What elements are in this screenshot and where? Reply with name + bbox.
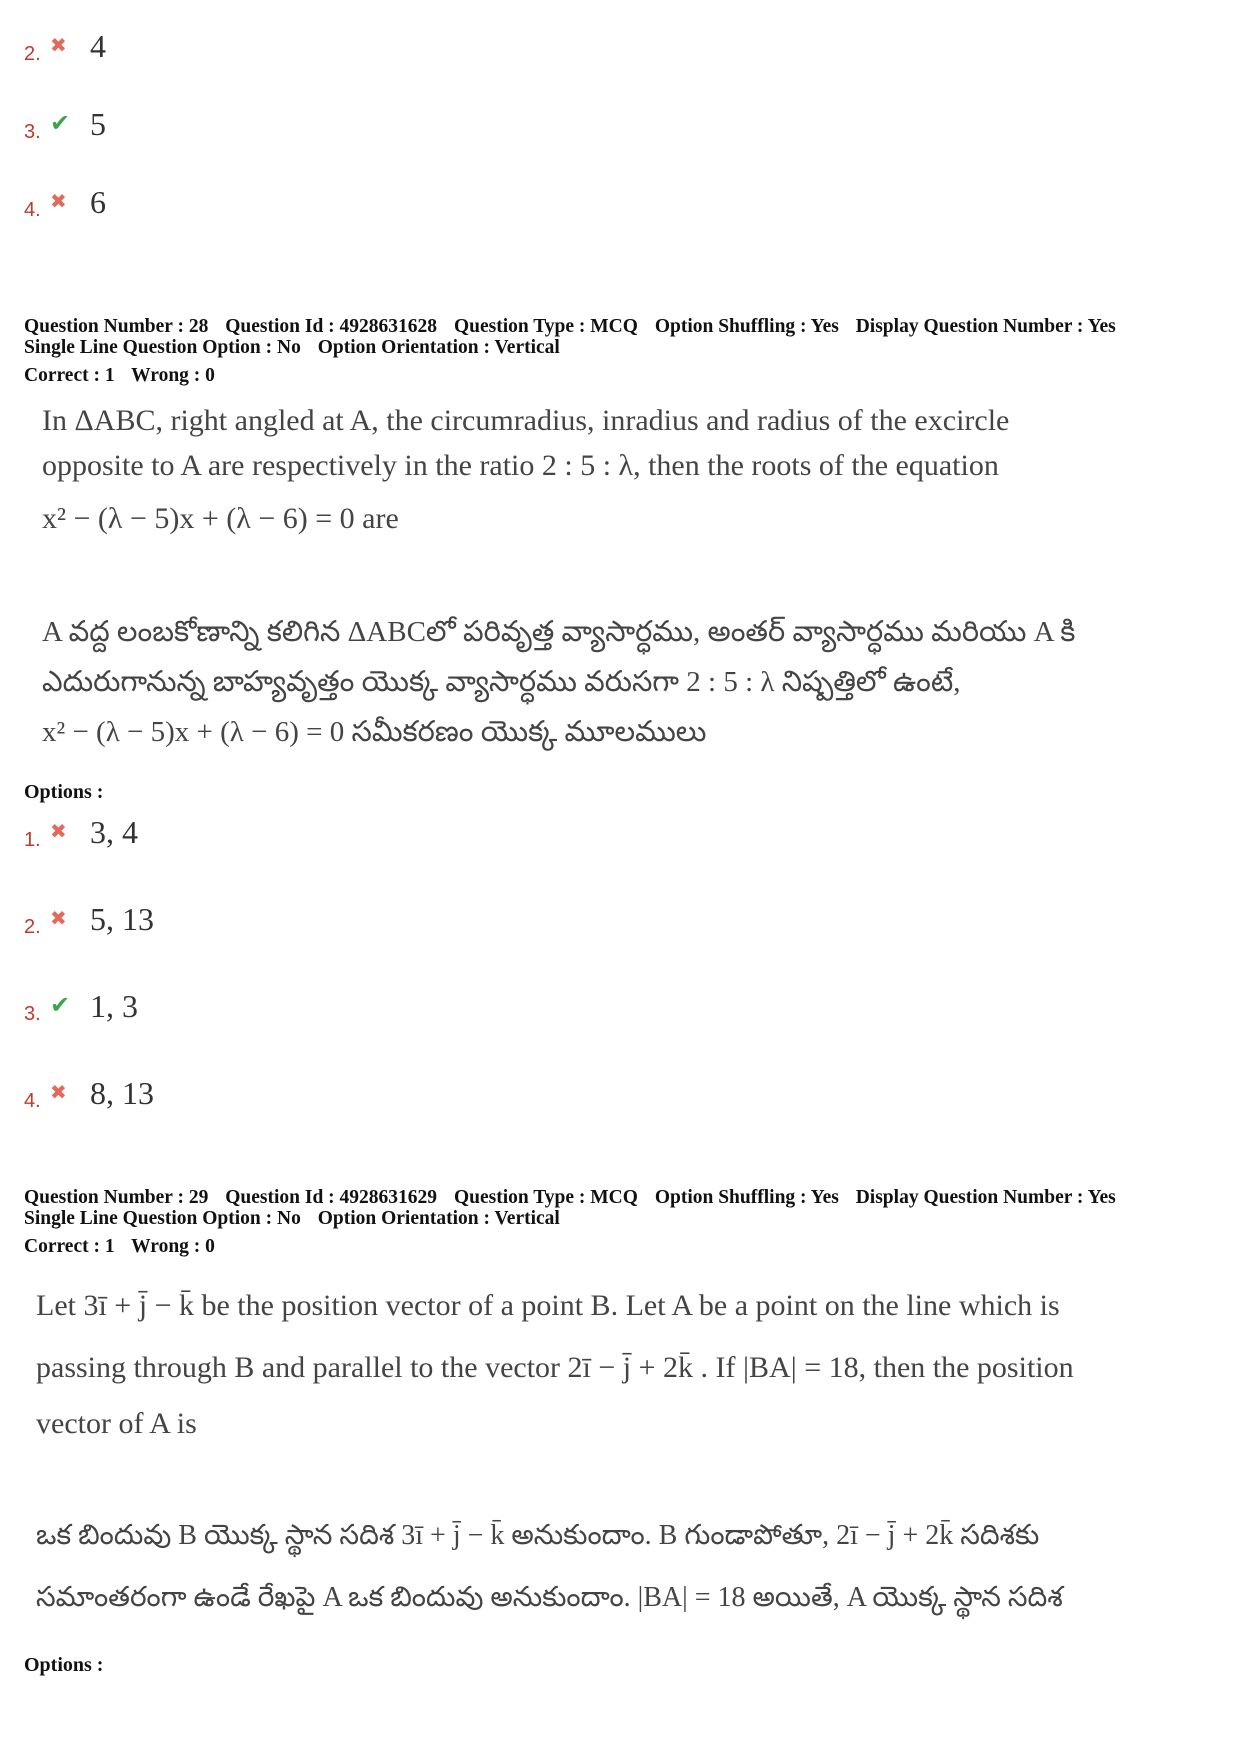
option-text: 5 (90, 105, 106, 142)
text-line: vector of A is (36, 1407, 197, 1440)
question-type: Question Type : MCQ (453, 1187, 638, 1208)
cross-icon: ✖ (50, 191, 67, 213)
display-question-number: Display Question Number : Yes (855, 1187, 1116, 1208)
text-line: ఒక బిందువు B యొక్క స్థాన సదిశ 3ī + j̄ − k̄ అనుకుందాం. B గుండాపోతూ, 2ī − j̄ + 2k̄ సదిశకు (36, 1520, 1040, 1551)
option-text: 5, 13 (90, 900, 154, 937)
cross-icon: ✖ (50, 908, 67, 930)
correct-marks: Correct : 1 (24, 1236, 115, 1257)
q28-option-3 (24, 984, 138, 1028)
option-text: 8, 13 (90, 1074, 154, 1111)
question-number: Question Number : 28 (24, 316, 209, 337)
q29-score (24, 1236, 227, 1257)
text-line: Let 3ī + j̄ − k̄ be the position vector of a point B. Let A be a point on the line which is (36, 1289, 1060, 1322)
cross-icon: ✖ (50, 35, 67, 57)
cross-icon: ✖ (50, 821, 67, 843)
text-line: ఎదురుగానున్న బాహ్యవృత్తం యొక్క వ్యాసార్ధము వరుసగా 2 : 5 : λ నిష్పత్తిలో ఉంటే, (42, 666, 961, 698)
option-text: 1, 3 (90, 987, 138, 1024)
q28-option-1 (24, 810, 138, 854)
option-orientation: Option Orientation : Vertical (317, 337, 560, 358)
text-line: In ΔABC, right angled at A, the circumradius, inradius and radius of the excircle (42, 404, 1010, 437)
option-number: 4. (24, 1089, 41, 1112)
option-number: 3. (24, 1002, 41, 1025)
single-line-option: Single Line Question Option : No (24, 337, 301, 358)
q28-english-text (42, 398, 1009, 541)
question-type: Question Type : MCQ (453, 316, 638, 337)
q29-options-label: Options : (24, 1654, 104, 1676)
text-line: x² − (λ − 5)x + (λ − 6) = 0 సమీకరణం యొక్క మూలములు (42, 716, 707, 748)
option-number: 4. (24, 198, 41, 221)
text-line: x² − (λ − 5)x + (λ − 6) = 0 are (42, 502, 399, 535)
option-text: 3, 4 (90, 813, 138, 850)
q28-options-label: Options : (24, 781, 104, 803)
question-id: Question Id : 4928631628 (225, 316, 438, 337)
cross-icon: ✖ (50, 1082, 67, 1104)
question-number: Question Number : 29 (24, 1187, 209, 1208)
q28-option-4 (24, 1071, 154, 1115)
prev-option-4 (24, 180, 106, 224)
option-shuffling: Option Shuffling : Yes (654, 316, 839, 337)
text-line: A వద్ద లంబకోణాన్ని కలిగిన ΔABCలో పరివృత్త వ్యాసార్ధము, అంతర్ వ్యాసార్ధము మరియు A కి (42, 616, 1076, 648)
q28-meta-line-2 (24, 337, 572, 358)
q29-meta-line-1 (24, 1187, 1128, 1208)
q29-meta-line-2 (24, 1208, 572, 1229)
option-number: 1. (24, 828, 41, 851)
question-id: Question Id : 4928631629 (225, 1187, 438, 1208)
prev-option-2 (24, 24, 106, 68)
text-line: passing through B and parallel to the vector 2ī − j̄ + 2k̄ . If |BA| = 18, then the position (36, 1351, 1074, 1384)
text-line: సమాంతరంగా ఉండే రేఖపై A ఒక బిందువు అనుకుందాం. |BA| = 18 అయితే, A యొక్క స్థాన సదిశ (36, 1582, 1063, 1613)
check-icon: ✔ (50, 993, 71, 1019)
q28-meta-line-1 (24, 316, 1128, 337)
q29-telugu-text (36, 1505, 1063, 1629)
option-number: 2. (24, 915, 41, 938)
option-shuffling: Option Shuffling : Yes (654, 1187, 839, 1208)
q29-english-text (36, 1275, 1074, 1455)
text-line: opposite to A are respectively in the ratio 2 : 5 : λ, then the roots of the equation (42, 449, 999, 482)
option-number: 3. (24, 120, 41, 143)
prev-option-3 (24, 102, 106, 146)
q28-score (24, 365, 227, 386)
option-number: 2. (24, 42, 41, 65)
wrong-marks: Wrong : 0 (131, 1236, 215, 1257)
wrong-marks: Wrong : 0 (131, 365, 215, 386)
option-text: 6 (90, 183, 106, 220)
check-icon: ✔ (50, 111, 71, 137)
q28-option-2 (24, 897, 154, 941)
option-text: 4 (90, 27, 106, 64)
correct-marks: Correct : 1 (24, 365, 115, 386)
option-orientation: Option Orientation : Vertical (317, 1208, 560, 1229)
single-line-option: Single Line Question Option : No (24, 1208, 301, 1229)
q28-telugu-text (42, 607, 1075, 757)
display-question-number: Display Question Number : Yes (855, 316, 1116, 337)
